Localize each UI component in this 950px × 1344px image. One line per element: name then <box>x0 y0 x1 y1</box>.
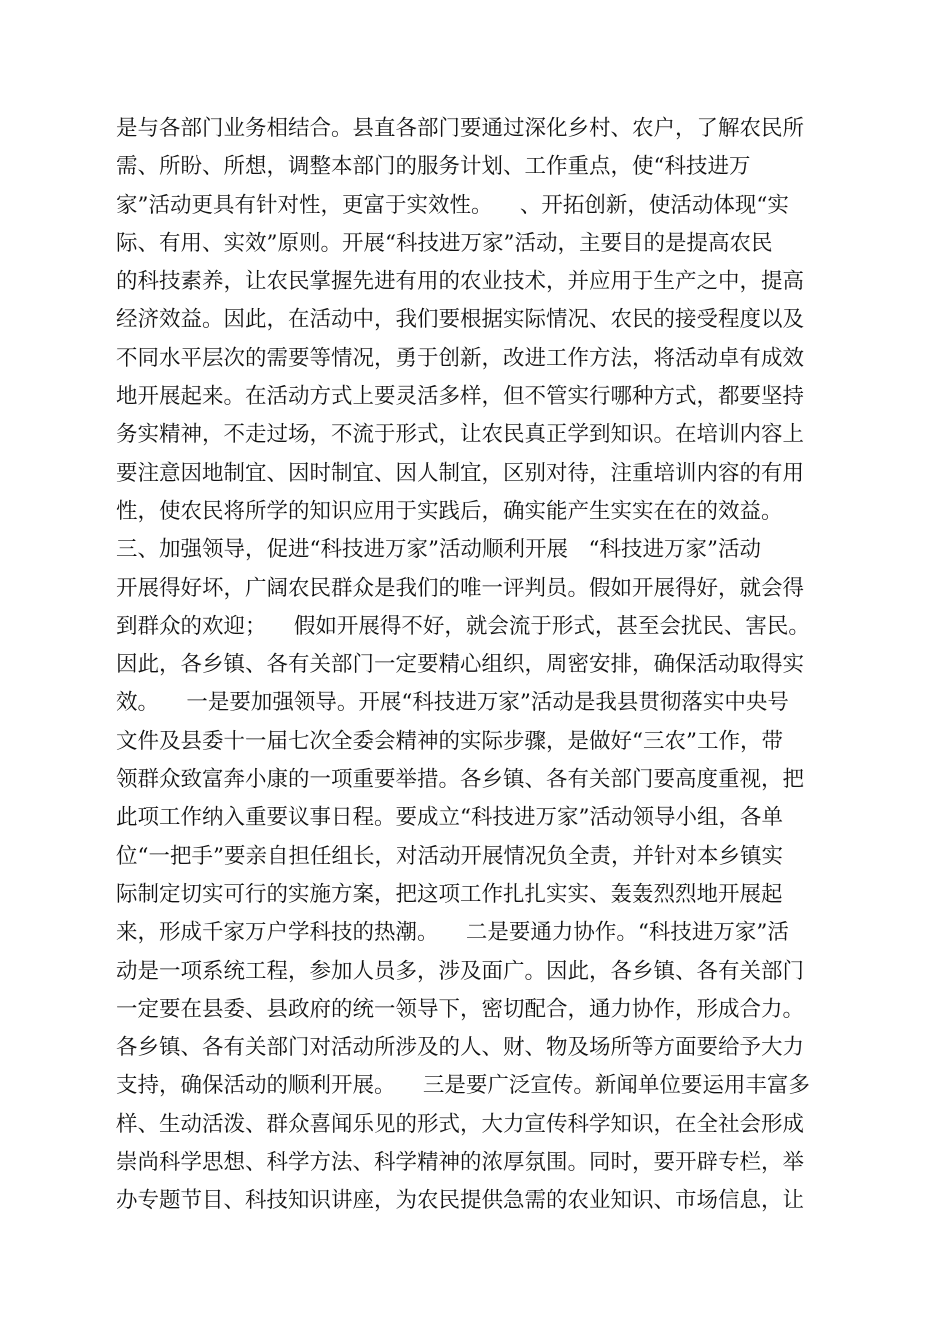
text-line: 经济效益。因此，在活动中，我们要根据实际情况、农民的接受程度以及 <box>116 307 805 333</box>
text-line: 到群众的欢迎； 假如开展得不好，就会流于形式，甚至会扰民、害民。 <box>116 613 810 639</box>
text-line: 家”活动更具有针对性，更富于实效性。 、开拓创新，使活动体现“实 <box>116 192 789 218</box>
text-line: 各乡镇、各有关部门对活动所涉及的人、财、物及场所等方面要给予大力 <box>116 1035 805 1061</box>
text-line: 性，使农民将所学的知识应用于实践后，确实能产生实实在在的效益。 <box>116 498 783 524</box>
text-line: 崇尚科学思想、科学方法、科学精神的浓厚氛围。同时，要开辟专栏，举 <box>116 1150 805 1176</box>
section-heading-line: 三、加强领导，促进“科技进万家”活动顺利开展 “科技进万家”活动 <box>116 537 761 563</box>
text-line: 要注意因地制宜、因时制宜、因人制宜，区别对待，注重培训内容的有用 <box>116 460 805 486</box>
text-line: 办专题节目、科技知识讲座，为农民提供急需的农业知识、市场信息，让 <box>116 1188 805 1214</box>
text-line: 需、所盼、所想，调整本部门的服务计划、工作重点，使“科技进万 <box>116 154 751 180</box>
text-line: 际制定切实可行的实施方案，把这项工作扎扎实实、轰轰烈烈地开展起 <box>116 881 783 907</box>
text-line: 开展得好坏，广阔农民群众是我们的唯一评判员。假如开展得好，就会得 <box>116 575 805 601</box>
text-line: 此项工作纳入重要议事日程。要成立“科技进万家”活动领导小组，各单 <box>116 805 783 831</box>
text-line: 动是一项系统工程，参加人员多，涉及面广。因此，各乡镇、各有关部门 <box>116 958 805 984</box>
text-line: 来，形成千家万户学科技的热潮。 二是要通力协作。“科技进万家”活 <box>116 920 789 946</box>
text-line: 支持，确保活动的顺利开展。 三是要广泛宣传。新闻单位要运用丰富多 <box>116 1073 810 1099</box>
text-line: 因此，各乡镇、各有关部门一定要精心组织，周密安排，确保活动取得实 <box>116 652 805 678</box>
text-line: 务实精神，不走过场，不流于形式，让农民真正学到知识。在培训内容上 <box>116 422 805 448</box>
text-line: 文件及县委十一届七次全委会精神的实际步骤，是做好“三农”工作，带 <box>116 728 783 754</box>
text-line: 效。 一是要加强领导。开展“科技进万家”活动是我县贯彻落实中央号 <box>116 690 789 716</box>
text-line: 的科技素养，让农民掌握先进有用的农业技术，并应用于生产之中，提高 <box>116 269 805 295</box>
text-line: 不同水平层次的需要等情况，勇于创新，改进工作方法，将活动卓有成效 <box>116 345 805 371</box>
text-line: 是与各部门业务相结合。县直各部门要通过深化乡村、农户，了解农民所 <box>116 116 805 141</box>
text-line: 际、有用、实效”原则。开展“科技进万家”活动，主要目的是提高农民 <box>116 230 773 256</box>
text-line: 地开展起来。在活动方式上要灵活多样，但不管实行哪种方式，都要坚持 <box>116 384 805 410</box>
text-line: 位“一把手”要亲自担任组长，对活动开展情况负全责，并针对本乡镇实 <box>116 843 783 869</box>
text-line: 领群众致富奔小康的一项重要举措。各乡镇、各有关部门要高度重视，把 <box>116 767 805 793</box>
body-text <box>116 110 836 1221</box>
text-line: 一定要在县委、县政府的统一领导下，密切配合，通力协作，形成合力。 <box>116 996 805 1022</box>
text-line: 样、生动活泼、群众喜闻乐见的形式，大力宣传科学知识，在全社会形成 <box>116 1111 805 1137</box>
